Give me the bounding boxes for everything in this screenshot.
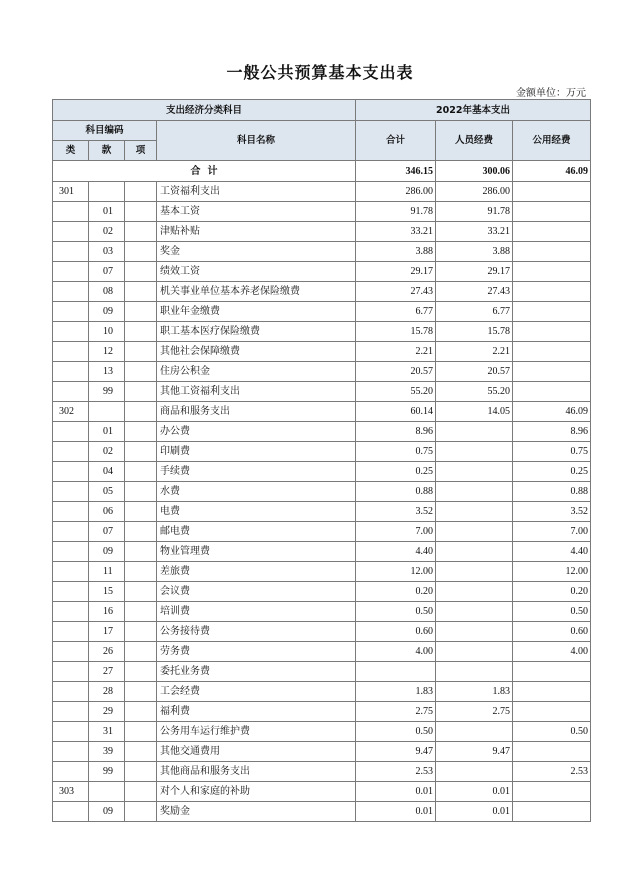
cell-name: 对个人和家庭的补助 bbox=[157, 782, 356, 802]
cell-personnel: 27.43 bbox=[436, 282, 513, 302]
cell-total: 0.25 bbox=[356, 462, 436, 482]
cell-personnel: 6.77 bbox=[436, 302, 513, 322]
cell-total: 0.50 bbox=[356, 602, 436, 622]
cell-xiang bbox=[125, 482, 157, 502]
cell-public: 0.20 bbox=[513, 582, 591, 602]
cell-xiang bbox=[125, 562, 157, 582]
cell-kuan: 01 bbox=[89, 422, 125, 442]
header-kuan: 款 bbox=[89, 141, 125, 161]
header-lei: 类 bbox=[53, 141, 89, 161]
cell-name: 印刷费 bbox=[157, 442, 356, 462]
cell-lei bbox=[53, 342, 89, 362]
cell-name: 其他社会保障缴费 bbox=[157, 342, 356, 362]
cell-xiang bbox=[125, 502, 157, 522]
cell-total: 2.75 bbox=[356, 702, 436, 722]
cell-public: 0.50 bbox=[513, 602, 591, 622]
cell-total: 9.47 bbox=[356, 742, 436, 762]
cell-total: 0.01 bbox=[356, 782, 436, 802]
cell-xiang bbox=[125, 262, 157, 282]
cell-public bbox=[513, 702, 591, 722]
cell-personnel: 2.75 bbox=[436, 702, 513, 722]
cell-public: 46.09 bbox=[513, 402, 591, 422]
cell-kuan: 39 bbox=[89, 742, 125, 762]
table-row bbox=[53, 322, 591, 342]
table-row bbox=[53, 582, 591, 602]
table-row bbox=[53, 362, 591, 382]
cell-name: 其他交通费用 bbox=[157, 742, 356, 762]
cell-name: 公务用车运行维护费 bbox=[157, 722, 356, 742]
cell-name: 培训费 bbox=[157, 602, 356, 622]
cell-xiang bbox=[125, 582, 157, 602]
cell-lei bbox=[53, 642, 89, 662]
cell-personnel: 15.78 bbox=[436, 322, 513, 342]
cell-total: 27.43 bbox=[356, 282, 436, 302]
cell-total: 1.83 bbox=[356, 682, 436, 702]
cell-name: 公务接待费 bbox=[157, 622, 356, 642]
cell-public: 3.52 bbox=[513, 502, 591, 522]
cell-total bbox=[356, 662, 436, 682]
cell-name: 电费 bbox=[157, 502, 356, 522]
cell-kuan: 03 bbox=[89, 242, 125, 262]
cell-total: 0.01 bbox=[356, 802, 436, 822]
cell-public: 0.50 bbox=[513, 722, 591, 742]
unit-label: 金额单位：万元 bbox=[516, 88, 586, 99]
cell-personnel: 29.17 bbox=[436, 262, 513, 282]
table-row bbox=[53, 302, 591, 322]
cell-lei bbox=[53, 222, 89, 242]
cell-personnel: 14.05 bbox=[436, 402, 513, 422]
cell-total: 20.57 bbox=[356, 362, 436, 382]
cell-personnel: 0.01 bbox=[436, 802, 513, 822]
cell-kuan: 17 bbox=[89, 622, 125, 642]
cell-total: 4.00 bbox=[356, 642, 436, 662]
cell-personnel bbox=[436, 462, 513, 482]
table-row bbox=[53, 602, 591, 622]
cell-kuan: 27 bbox=[89, 662, 125, 682]
cell-personnel bbox=[436, 602, 513, 622]
cell-total: 2.21 bbox=[356, 342, 436, 362]
cell-kuan: 07 bbox=[89, 522, 125, 542]
table-row bbox=[53, 402, 591, 422]
cell-kuan: 07 bbox=[89, 262, 125, 282]
cell-lei bbox=[53, 442, 89, 462]
header-row-1 bbox=[53, 100, 591, 121]
cell-xiang bbox=[125, 622, 157, 642]
cell-public bbox=[513, 802, 591, 822]
cell-public: 0.88 bbox=[513, 482, 591, 502]
table-row bbox=[53, 422, 591, 442]
cell-lei bbox=[53, 382, 89, 402]
cell-public bbox=[513, 742, 591, 762]
cell-kuan bbox=[89, 182, 125, 202]
cell-name: 委托业务费 bbox=[157, 662, 356, 682]
table-row bbox=[53, 742, 591, 762]
cell-kuan: 06 bbox=[89, 502, 125, 522]
table-row bbox=[53, 282, 591, 302]
cell-public bbox=[513, 222, 591, 242]
cell-name: 奖励金 bbox=[157, 802, 356, 822]
cell-lei bbox=[53, 762, 89, 782]
cell-name: 手续费 bbox=[157, 462, 356, 482]
cell-lei bbox=[53, 562, 89, 582]
cell-personnel: 55.20 bbox=[436, 382, 513, 402]
cell-total: 286.00 bbox=[356, 182, 436, 202]
table-row bbox=[53, 502, 591, 522]
cell-lei bbox=[53, 422, 89, 442]
cell-total: 60.14 bbox=[356, 402, 436, 422]
table-row bbox=[53, 782, 591, 802]
cell-name: 住房公积金 bbox=[157, 362, 356, 382]
cell-name: 会议费 bbox=[157, 582, 356, 602]
cell-name: 办公费 bbox=[157, 422, 356, 442]
cell-xiang bbox=[125, 682, 157, 702]
cell-total: 12.00 bbox=[356, 562, 436, 582]
cell-name: 物业管理费 bbox=[157, 542, 356, 562]
cell-lei bbox=[53, 242, 89, 262]
cell-personnel bbox=[436, 562, 513, 582]
cell-personnel bbox=[436, 522, 513, 542]
cell-name: 工会经费 bbox=[157, 682, 356, 702]
cell-kuan: 28 bbox=[89, 682, 125, 702]
cell-name: 差旅费 bbox=[157, 562, 356, 582]
cell-xiang bbox=[125, 522, 157, 542]
cell-lei bbox=[53, 502, 89, 522]
cell-xiang bbox=[125, 302, 157, 322]
total-row bbox=[53, 161, 591, 182]
cell-kuan: 09 bbox=[89, 802, 125, 822]
cell-lei bbox=[53, 482, 89, 502]
cell-xiang bbox=[125, 282, 157, 302]
cell-lei bbox=[53, 302, 89, 322]
cell-name: 绩效工资 bbox=[157, 262, 356, 282]
cell-personnel: 0.01 bbox=[436, 782, 513, 802]
cell-public bbox=[513, 342, 591, 362]
table-row bbox=[53, 242, 591, 262]
table-row bbox=[53, 762, 591, 782]
budget-table bbox=[52, 99, 591, 822]
cell-total: 0.50 bbox=[356, 722, 436, 742]
cell-total: 0.88 bbox=[356, 482, 436, 502]
cell-public: 8.96 bbox=[513, 422, 591, 442]
header-group-left: 支出经济分类科目 bbox=[53, 100, 356, 121]
cell-personnel bbox=[436, 542, 513, 562]
cell-lei bbox=[53, 522, 89, 542]
cell-lei bbox=[53, 362, 89, 382]
cell-kuan: 16 bbox=[89, 602, 125, 622]
table-row bbox=[53, 702, 591, 722]
cell-total: 91.78 bbox=[356, 202, 436, 222]
cell-lei bbox=[53, 282, 89, 302]
cell-xiang bbox=[125, 342, 157, 362]
table-row bbox=[53, 682, 591, 702]
cell-lei bbox=[53, 722, 89, 742]
cell-lei: 301 bbox=[53, 182, 89, 202]
cell-total: 29.17 bbox=[356, 262, 436, 282]
cell-xiang bbox=[125, 642, 157, 662]
cell-kuan: 02 bbox=[89, 442, 125, 462]
cell-kuan: 13 bbox=[89, 362, 125, 382]
cell-name: 奖金 bbox=[157, 242, 356, 262]
cell-kuan: 10 bbox=[89, 322, 125, 342]
cell-personnel bbox=[436, 662, 513, 682]
cell-total: 0.60 bbox=[356, 622, 436, 642]
cell-kuan: 09 bbox=[89, 542, 125, 562]
table-row bbox=[53, 722, 591, 742]
cell-xiang bbox=[125, 762, 157, 782]
cell-name: 邮电费 bbox=[157, 522, 356, 542]
cell-name: 福利费 bbox=[157, 702, 356, 722]
table-row bbox=[53, 182, 591, 202]
cell-personnel: 2.21 bbox=[436, 342, 513, 362]
cell-total: 0.75 bbox=[356, 442, 436, 462]
cell-public bbox=[513, 362, 591, 382]
cell-xiang bbox=[125, 602, 157, 622]
cell-xiang bbox=[125, 702, 157, 722]
cell-public: 4.00 bbox=[513, 642, 591, 662]
cell-xiang bbox=[125, 722, 157, 742]
cell-public bbox=[513, 782, 591, 802]
cell-public bbox=[513, 242, 591, 262]
table-row bbox=[53, 382, 591, 402]
cell-public bbox=[513, 662, 591, 682]
cell-total: 2.53 bbox=[356, 762, 436, 782]
cell-kuan: 11 bbox=[89, 562, 125, 582]
cell-personnel: 91.78 bbox=[436, 202, 513, 222]
cell-personnel bbox=[436, 622, 513, 642]
cell-name: 水费 bbox=[157, 482, 356, 502]
cell-lei bbox=[53, 322, 89, 342]
cell-xiang bbox=[125, 542, 157, 562]
cell-total: 0.20 bbox=[356, 582, 436, 602]
cell-lei bbox=[53, 682, 89, 702]
total-sum: 346.15 bbox=[356, 161, 436, 182]
page-title: 一般公共预算基本支出表 bbox=[226, 63, 414, 82]
cell-total: 7.00 bbox=[356, 522, 436, 542]
cell-lei bbox=[53, 662, 89, 682]
cell-kuan bbox=[89, 782, 125, 802]
cell-xiang bbox=[125, 322, 157, 342]
table-row bbox=[53, 442, 591, 462]
cell-total: 55.20 bbox=[356, 382, 436, 402]
cell-lei bbox=[53, 542, 89, 562]
cell-total: 15.78 bbox=[356, 322, 436, 342]
cell-xiang bbox=[125, 402, 157, 422]
cell-kuan: 29 bbox=[89, 702, 125, 722]
cell-public: 0.25 bbox=[513, 462, 591, 482]
cell-personnel bbox=[436, 502, 513, 522]
header-personnel: 人员经费 bbox=[436, 121, 513, 161]
cell-name: 基本工资 bbox=[157, 202, 356, 222]
cell-xiang bbox=[125, 782, 157, 802]
header-name: 科目名称 bbox=[157, 121, 356, 161]
cell-lei bbox=[53, 462, 89, 482]
header-group-right: 2022年基本支出 bbox=[356, 100, 591, 121]
cell-public bbox=[513, 182, 591, 202]
cell-kuan: 31 bbox=[89, 722, 125, 742]
cell-xiang bbox=[125, 362, 157, 382]
cell-lei bbox=[53, 742, 89, 762]
table-row bbox=[53, 342, 591, 362]
cell-personnel bbox=[436, 442, 513, 462]
cell-name: 商品和服务支出 bbox=[157, 402, 356, 422]
cell-name: 劳务费 bbox=[157, 642, 356, 662]
cell-public: 7.00 bbox=[513, 522, 591, 542]
cell-kuan: 26 bbox=[89, 642, 125, 662]
cell-public bbox=[513, 302, 591, 322]
cell-total: 33.21 bbox=[356, 222, 436, 242]
cell-kuan: 05 bbox=[89, 482, 125, 502]
cell-total: 8.96 bbox=[356, 422, 436, 442]
table-row bbox=[53, 622, 591, 642]
cell-personnel bbox=[436, 642, 513, 662]
cell-personnel bbox=[436, 722, 513, 742]
cell-total: 6.77 bbox=[356, 302, 436, 322]
cell-lei bbox=[53, 202, 89, 222]
cell-xiang bbox=[125, 462, 157, 482]
cell-public: 12.00 bbox=[513, 562, 591, 582]
cell-name: 工资福利支出 bbox=[157, 182, 356, 202]
cell-personnel: 3.88 bbox=[436, 242, 513, 262]
cell-xiang bbox=[125, 182, 157, 202]
table-row bbox=[53, 222, 591, 242]
cell-xiang bbox=[125, 202, 157, 222]
cell-total: 3.52 bbox=[356, 502, 436, 522]
cell-kuan: 99 bbox=[89, 382, 125, 402]
cell-xiang bbox=[125, 742, 157, 762]
table-row bbox=[53, 202, 591, 222]
total-public: 46.09 bbox=[513, 161, 591, 182]
cell-xiang bbox=[125, 662, 157, 682]
cell-xiang bbox=[125, 222, 157, 242]
cell-public: 2.53 bbox=[513, 762, 591, 782]
cell-personnel: 286.00 bbox=[436, 182, 513, 202]
cell-kuan: 08 bbox=[89, 282, 125, 302]
cell-lei: 302 bbox=[53, 402, 89, 422]
cell-public bbox=[513, 202, 591, 222]
table-row bbox=[53, 462, 591, 482]
cell-name: 其他商品和服务支出 bbox=[157, 762, 356, 782]
cell-name: 机关事业单位基本养老保险缴费 bbox=[157, 282, 356, 302]
cell-personnel bbox=[436, 582, 513, 602]
cell-personnel: 20.57 bbox=[436, 362, 513, 382]
cell-lei bbox=[53, 802, 89, 822]
cell-kuan: 01 bbox=[89, 202, 125, 222]
total-label: 合 计 bbox=[53, 161, 356, 182]
cell-xiang bbox=[125, 802, 157, 822]
header-xiang: 项 bbox=[125, 141, 157, 161]
cell-kuan: 09 bbox=[89, 302, 125, 322]
cell-kuan bbox=[89, 402, 125, 422]
cell-public bbox=[513, 322, 591, 342]
cell-public: 0.75 bbox=[513, 442, 591, 462]
cell-personnel: 33.21 bbox=[436, 222, 513, 242]
cell-public: 4.40 bbox=[513, 542, 591, 562]
cell-xiang bbox=[125, 382, 157, 402]
cell-kuan: 12 bbox=[89, 342, 125, 362]
cell-xiang bbox=[125, 242, 157, 262]
cell-kuan: 15 bbox=[89, 582, 125, 602]
table-row bbox=[53, 262, 591, 282]
cell-public bbox=[513, 262, 591, 282]
table-row bbox=[53, 802, 591, 822]
cell-xiang bbox=[125, 442, 157, 462]
cell-public bbox=[513, 382, 591, 402]
header-total: 合计 bbox=[356, 121, 436, 161]
table-row bbox=[53, 662, 591, 682]
table-row bbox=[53, 522, 591, 542]
table-row bbox=[53, 562, 591, 582]
cell-total: 3.88 bbox=[356, 242, 436, 262]
cell-lei bbox=[53, 602, 89, 622]
cell-lei bbox=[53, 582, 89, 602]
table-row bbox=[53, 482, 591, 502]
cell-personnel: 1.83 bbox=[436, 682, 513, 702]
cell-personnel bbox=[436, 482, 513, 502]
cell-public bbox=[513, 682, 591, 702]
table-row bbox=[53, 642, 591, 662]
cell-total: 4.40 bbox=[356, 542, 436, 562]
header-code-group: 科目编码 bbox=[53, 121, 157, 141]
cell-personnel: 9.47 bbox=[436, 742, 513, 762]
cell-name: 职工基本医疗保险缴费 bbox=[157, 322, 356, 342]
cell-name: 津贴补贴 bbox=[157, 222, 356, 242]
table-row bbox=[53, 542, 591, 562]
cell-lei bbox=[53, 262, 89, 282]
cell-kuan: 99 bbox=[89, 762, 125, 782]
cell-kuan: 04 bbox=[89, 462, 125, 482]
cell-name: 其他工资福利支出 bbox=[157, 382, 356, 402]
header-public: 公用经费 bbox=[513, 121, 591, 161]
cell-public: 0.60 bbox=[513, 622, 591, 642]
cell-xiang bbox=[125, 422, 157, 442]
cell-lei: 303 bbox=[53, 782, 89, 802]
cell-kuan: 02 bbox=[89, 222, 125, 242]
total-personnel: 300.06 bbox=[436, 161, 513, 182]
cell-lei bbox=[53, 622, 89, 642]
header-row-2 bbox=[53, 121, 591, 141]
cell-personnel bbox=[436, 762, 513, 782]
cell-public bbox=[513, 282, 591, 302]
cell-personnel bbox=[436, 422, 513, 442]
cell-lei bbox=[53, 702, 89, 722]
cell-name: 职业年金缴费 bbox=[157, 302, 356, 322]
